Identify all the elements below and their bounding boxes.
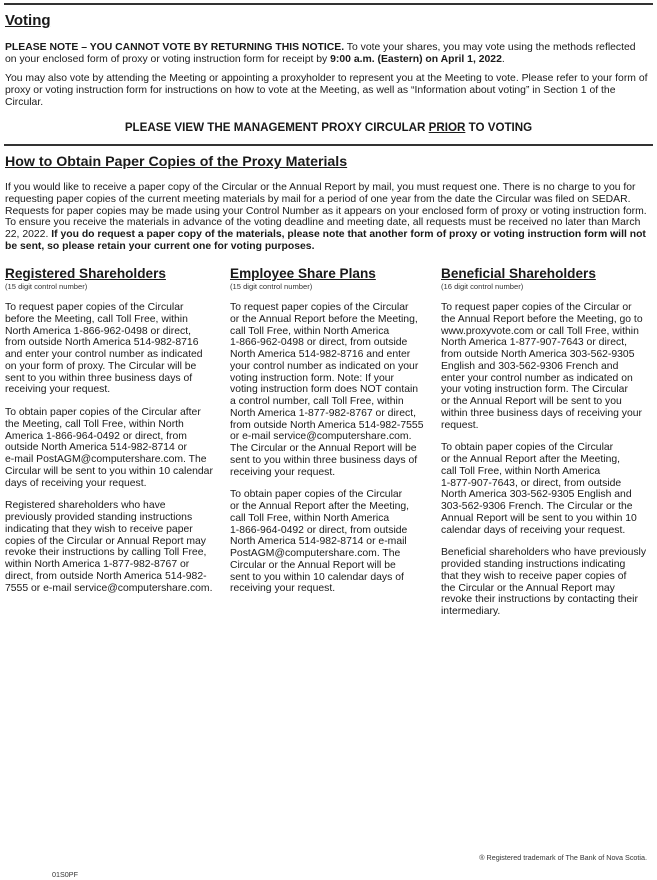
voting-deadline: 9:00 a.m. (Eastern) on April 1, 2022 — [330, 53, 502, 65]
control-number-note: (16 digit control number) — [441, 282, 524, 291]
column-paragraph: To obtain paper copies of the Circular after the Meeting, call Toll Free, within North America 1-866-964-0492 or direct, from outside North America 514-982-8714 or e-mail PostAGM@computershare.com. The Circular will be sent to you within 10 calendar days of receiving your request. — [5, 407, 213, 489]
banner-pre: PLEASE VIEW THE MANAGEMENT PROXY CIRCULAR — [124, 121, 429, 134]
column-paragraph: Registered shareholders who have previously provided standing instructions indicating that they wish to receive paper copies of the Circular or Annual Report may revoke their instructions by calling Toll Free, within North America 1-877-982-8767 or direct, from outside North America 514-982- 7555 or e-mail service@computershare.com. — [5, 500, 213, 594]
voting-note-bold: PLEASE NOTE – YOU CANNOT VOTE BY RETURNING THIS NOTICE. — [5, 42, 345, 53]
intro-text: If you would like to receive a paper copy of the Circular or the Annual Report by mail, you must request one. There is no charge to you for requesting paper copies of the current meeting materials by mail for a period of one year from the date the Circular was filed on SEDAR. Requests for paper copies may be made using your Control Number as it appears on your enclosed form of proxy or voting instruction form. To ensure you receive the materials in advance of the voting deadline and meeting date, all requests must be received no later than March 22, 2022. — [5, 182, 647, 241]
section-divider — [4, 144, 653, 146]
employee-share-plans-column — [230, 266, 440, 606]
voting-heading: Voting — [5, 12, 51, 29]
column-paragraph: To obtain paper copies of the Circular or the Annual Report after the Meeting, call Toll Free, within North America 1-866-964-0492 or direct, from outside North America 514-982-8714 or e-mail PostAGM@computershare.com. The Circular or the Annual Report will be sent to you within 10 calendar days of receiving your request. — [230, 489, 410, 595]
banner-prior: PRIOR — [428, 121, 466, 134]
voting-attend-paragraph: You may also vote by attending the Meeting or appointing a proxyholder to represent you at the Meeting to vote. Please refer to your form of proxy or voting instruction form for instructions on how to vote at the Meeting, as well as “Information about voting” in Section 1 of the Circular. — [5, 73, 648, 108]
column-title: Employee Share Plans — [230, 266, 376, 281]
voting-note — [5, 42, 650, 66]
banner-post: TO VOTING — [465, 121, 533, 134]
view-circular-banner — [0, 121, 657, 134]
column-paragraph: To obtain paper copies of the Circular or the Annual Report after the Meeting, call Toll Free, within North America 1-877-907-7643, or direct, from outside North America 303-562-9305 English and 303-562-9306 French. The Circular or the Annual Report will be sent to you within 10 calendar days of receiving your request. — [441, 442, 637, 536]
control-number-note: (15 digit control number) — [230, 282, 313, 291]
registered-shareholders-column — [5, 266, 227, 605]
paper-copies-intro — [5, 182, 650, 253]
column-paragraph: To request paper copies of the Circular before the Meeting, call Toll Free, within North America 1-866-962-0498 or direct, from outside North America 514-982-8716 and enter your control number as indicated on your form of proxy. The Circular will be sent to you within three business days of receiving your request. — [5, 302, 203, 396]
voting-note-text: To vote your shares, you may vote using the methods reflected on your enclosed form of proxy or voting instruction form for receipt by — [5, 42, 636, 65]
column-paragraph: To request paper copies of the Circular or the Annual Report before the Meeting, call Toll Free, within North America 1-866-962-0498 or direct, from outside North America 514-982-8716 and enter your control number as indicated on your voting instruction form. Note: If your voting instruction form does NOT contain a control number, call Toll Free, within North America 1-877-982-8767 or direct, from outside North America 514-982-7555 or e-mail service@computershare.com. The Circular or the Annual Report will be sent to you within three business days of receiving your request. — [230, 302, 424, 478]
intro-bold: If you do request a paper copy of the materials, please note that another form of proxy or voting instruction form will not be sent, so please retain your current one for voting purposes. — [5, 229, 646, 252]
control-number-note: (15 digit control number) — [5, 282, 88, 291]
document-code: 01S0PF — [52, 870, 78, 879]
column-paragraph: Beneficial shareholders who have previously provided standing instructions indicating that they wish to receive paper copies of the Circular or the Annual Report may revoke their instructions by contacting their intermediary. — [441, 547, 647, 617]
column-paragraph: To request paper copies of the Circular or the Annual Report before the Meeting, go to www.proxyvote.com or call Toll Free, within North America 1-877-907-7643 or direct, from outside North America 303-562-9305 English and 303-562-9306 French and enter your control number as indicated on your voting instruction form. The Circular or the Annual Report will be sent to you within three business days of receiving your request. — [441, 302, 643, 431]
paper-copies-heading: How to Obtain Paper Copies of the Proxy Materials — [5, 154, 348, 170]
column-title: Beneficial Shareholders — [441, 266, 596, 281]
beneficial-shareholders-column — [441, 266, 655, 629]
column-title: Registered Shareholders — [5, 266, 166, 281]
trademark-notice: ® Registered trademark of The Bank of Nova Scotia. — [479, 853, 647, 862]
voting-note-end: . — [501, 53, 505, 65]
top-divider — [4, 3, 653, 5]
